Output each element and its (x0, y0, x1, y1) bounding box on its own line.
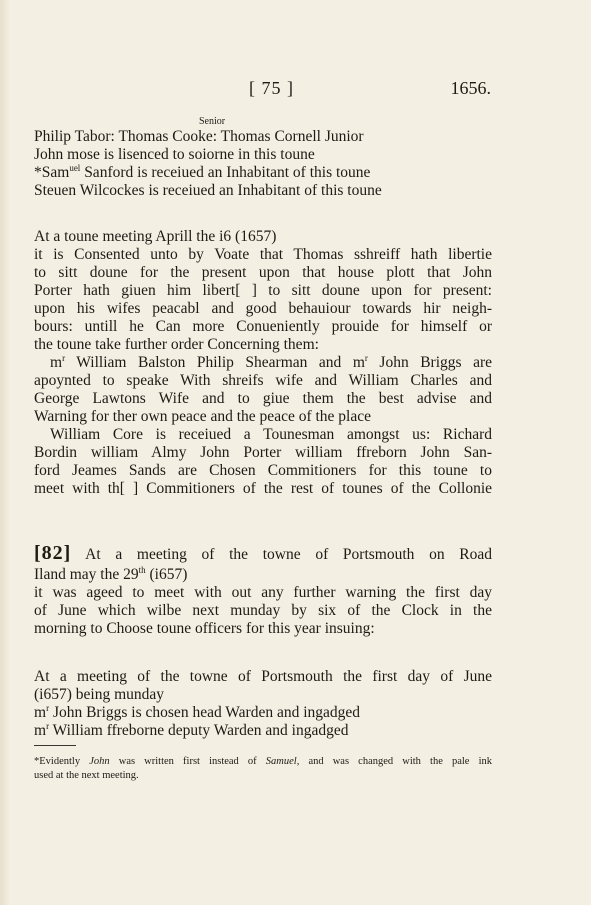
text-line: morning to Choose toune officers for this year insuing: (34, 620, 375, 637)
text-line: Bordin william Almy John Porter william ffreborn John San- (34, 444, 492, 461)
text-line: to sitt doune for the present upon that house plott that John (34, 264, 492, 281)
original-page-marker: [82] (34, 544, 72, 564)
senior-annotation: Senior (199, 116, 226, 127)
text-line: [82] At a meeting of the towne of Portsmouth on Road (34, 544, 492, 564)
text-line: apoynted to speake With shreifs wife and William Charles and (34, 372, 492, 389)
entry-toune-meeting-aprill (34, 228, 492, 498)
text-line: Steuen Wilcockes is receiued an Inhabitant of this toune (34, 182, 382, 199)
text-line: *Sam$^{uel}$ Sanford is receiued an Inhabitant of this toune (34, 164, 371, 181)
page-header (0, 78, 591, 102)
text-line: George Lawtons Wife and to giue them the best advise and (34, 390, 492, 407)
page-number: [ 75 ] (249, 78, 294, 98)
entry-meeting-june (34, 668, 492, 740)
text-line: At a meeting of the towne of Portsmouth the first day of June (34, 668, 492, 685)
text-line: it was ageed to meet with out any further warning the first day (34, 584, 492, 601)
entry-heading: At a toune meeting Aprill the i6 (1657) (34, 228, 277, 245)
text-line: meet with th[ ] Commitioners of the rest of tounes of the Collonie (34, 480, 492, 497)
text-line: Philip Tabor: Thomas Cooke: Thomas Cornell Junior (34, 128, 364, 145)
text-line: of June which wilbe next munday by six of the Clock in the (34, 602, 492, 619)
text-line: John mose is lisenced to soiorne in this toune (34, 146, 315, 163)
footnote-line: *Evidently John was written first instead of Samuel, and was changed with the pale ink (34, 756, 492, 767)
entry-meeting-may (34, 544, 492, 638)
superscript: th (138, 566, 146, 575)
text-line: Iland may the 29th (i657) (34, 566, 188, 583)
superscript: uel (69, 164, 81, 173)
text-line: (i657) being munday (34, 686, 165, 703)
entry-officers (34, 116, 492, 200)
superscript: r (46, 704, 50, 713)
superscript: r (62, 354, 66, 363)
page-year: 1656. (450, 78, 491, 98)
text-line: the toune take further order Concerning them: (34, 336, 319, 353)
text-line: $m^r$ William Balston Philip Shearman and $m^r$ John Briggs are (50, 354, 492, 371)
text-line: Porter hath giuen him libert[ ] to sitt doune upon for present: (34, 282, 492, 299)
text-line: Warning for ther own peace and the peace of the place (34, 408, 371, 425)
text-line: it is Consented unto by Voate that Thomas sshreiff hath libertie (34, 246, 492, 263)
text-line: bours: untill he Can more Conueniently prouide for himself or (34, 318, 492, 335)
page-edge-shadow (0, 0, 10, 905)
footnote (34, 755, 492, 783)
text-line: $m^r$ John Briggs is chosen head Warden and ingadged (34, 704, 361, 721)
footnote-line: used at the next meeting. (34, 770, 139, 781)
text-line: $m^r$ William ffreborne deputy Warden and ingadged (34, 722, 349, 739)
superscript: r (46, 722, 50, 731)
text-line: ford Jeames Sands are Chosen Commitioners for this toune to (34, 462, 492, 479)
text-line: upon his wifes peacabl and good behauiour towards hir neigh- (34, 300, 492, 317)
text-line: William Core is receiued a Tounesman amongst us: Richard (50, 426, 492, 443)
footnote-divider (34, 745, 76, 746)
superscript: r (364, 354, 368, 363)
